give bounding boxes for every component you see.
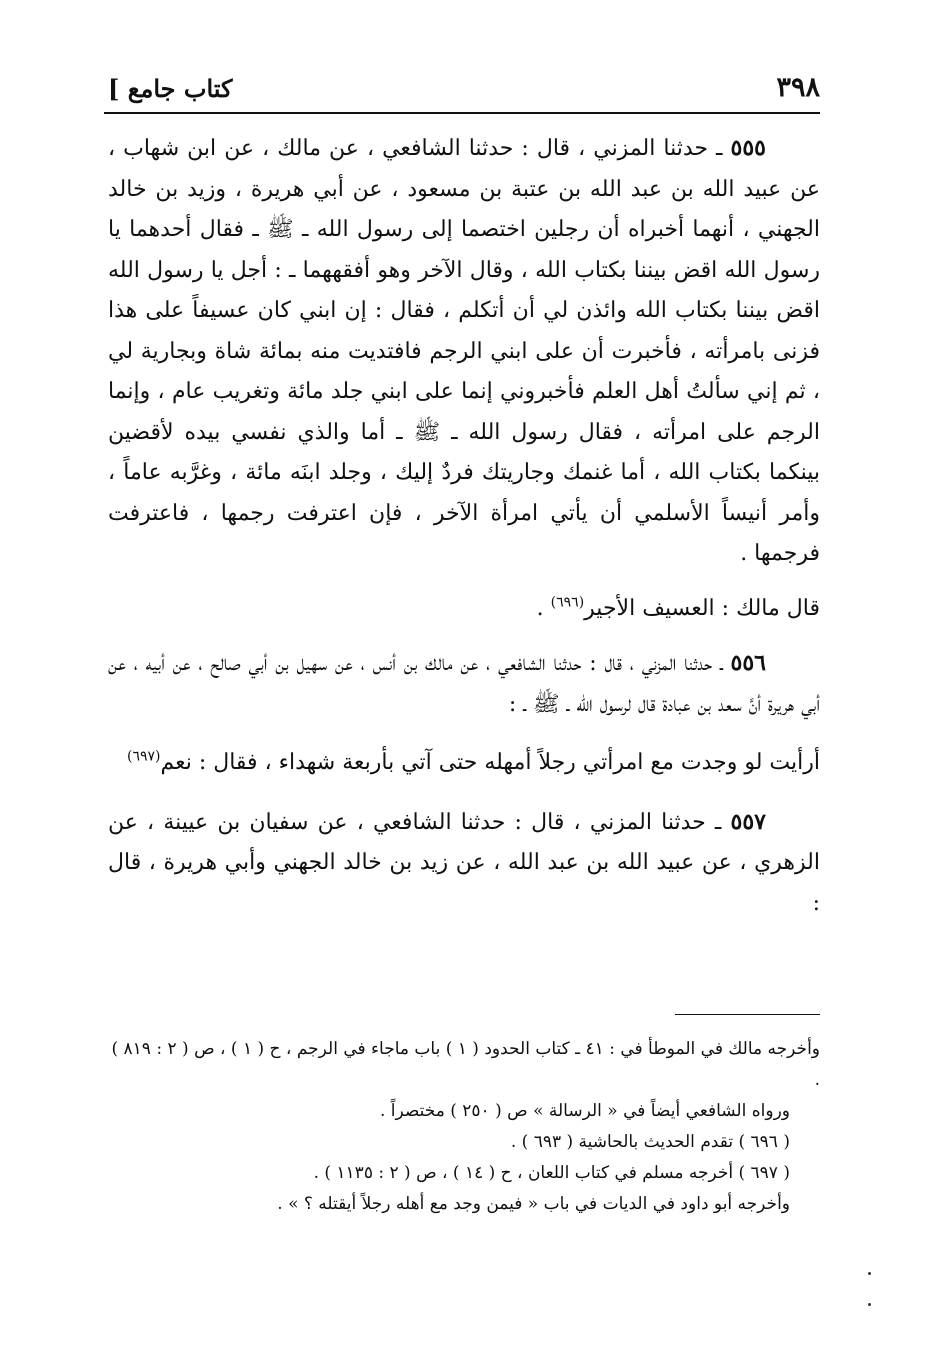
page-header	[108, 72, 820, 112]
hadith-556	[108, 643, 820, 725]
hadith-number: ٥٥٥	[730, 135, 766, 161]
malik-note-text: قال مالك : العسيف الأجير	[584, 595, 820, 621]
footnote-ref-697: (٦٩٧)	[126, 748, 161, 765]
footnote-ref-696: (٦٩٦)	[550, 594, 585, 611]
page-number: ٣٩٨	[776, 72, 820, 103]
footnote-line: ( ٦٩٧ ) أخرجه مسلم في كتاب اللعان ، ح ( ١٤ ) ، ص ( ٢ : ١١٣٥ ) .	[313, 1163, 790, 1183]
hadith-text: ـ حدثنا المزني ، قال : حدثنا الشافعي ، عن مالك ، عن ابن شهاب ، عن عبيد الله بن عبد الله بن عتبة بن مسعود ، عن أبي هريرة ، وزيد بن خالد الجهني ، أنهما أخبراه أن رجلين اختصما إلى رسول الله ـ ﷺ ـ فقال أحدهما يا رسول الله اقض بيننا بكتاب الله ، وقال الآخر وهو أفقههما ـ : أجل يا رسول الله اقض بيننا بكتاب الله وائذن لي أن أتكلم ، فقال : إن ابني كان عسيفاً على هذا فزنى بامرأته ، فأخبرت أن على ابني الرجم فافتديت منه بمائة شاة وبجارية لي ، ثم إني سألتُ أهل العلم فأخبروني إنما على ابني جلد مائة وتغريب عام ، وإنما الرجم على امرأته ، فقال رسول الله ـ ﷺ ـ أما والذي نفسي بيده لأقضين بينكما بكتاب الله ، أما غنمك وجاريتك فردٌ إليك ، وجلد ابنَه مائة ، وغرَّبه عاماً ، وأمر أنيساً الأسلمي أن يأتي امرأة الآخر ، فإن اعترفت رجمها ، فاعترفت فرجمها .	[108, 136, 820, 566]
footnote-line: ورواه الشافعي أيضاً في « الرسالة » ص ( ٢٥٠ ) مختصراً .	[379, 1101, 790, 1121]
malik-note-end: .	[536, 595, 551, 621]
footnote-rule	[675, 1014, 820, 1015]
quote-text: أرأيت لو وجدت مع امرأتي رجلاً أمهله حتى آتي بأربعة شهداء ، فقال : نعم	[160, 750, 820, 775]
footnote-line: ( ٦٩٦ ) تقدم الحديث بالحاشية ( ٦٩٣ ) .	[510, 1132, 790, 1152]
scan-speck	[868, 1303, 871, 1306]
main-text	[108, 128, 820, 924]
header-rule	[104, 112, 820, 114]
footnote-line: وأخرجه مالك في الموطأ في : ٤١ ـ كتاب الحدود ( ١ ) باب ماجاء في الرجم ، ح ( ١ ) ، ص ( ٢ : ٨١٩ ) .	[111, 1039, 820, 1090]
scan-speck	[868, 1272, 871, 1275]
running-title: كتاب جامع ]	[108, 74, 233, 103]
hadith-number: ٥٥٧	[730, 808, 766, 835]
hadith-number: ٥٥٦	[730, 650, 766, 676]
hadith-556-quote	[108, 743, 820, 784]
footnotes	[108, 1034, 820, 1220]
hadith-text: ـ حدثنا المزني ، قال : حدثنا الشافعي ، عن سفيان بن عيينة ، عن الزهري ، عن عبيد الله بن عبد الله ، عن زيد بن خالد الجهني وأبي هريرة ، قال :	[108, 809, 820, 916]
malik-note	[108, 589, 820, 630]
hadith-555	[108, 128, 820, 575]
hadith-557	[108, 802, 820, 925]
footnote-line: وأخرجه أبو داود في الديات في باب « فيمن وجد مع أهله رجلاً أيقتله ؟ » .	[277, 1194, 790, 1214]
hadith-text: ـ حدثنا المزني ، قال : حدثنا الشافعي ، عن مالك بن أنس ، عن سهيل بن أبي صالح ، عن أبيه ، عن أبي هريرة أنَّ سعد بن عبادة قال لرسول الله ـ ﷺ ـ :	[108, 651, 820, 717]
